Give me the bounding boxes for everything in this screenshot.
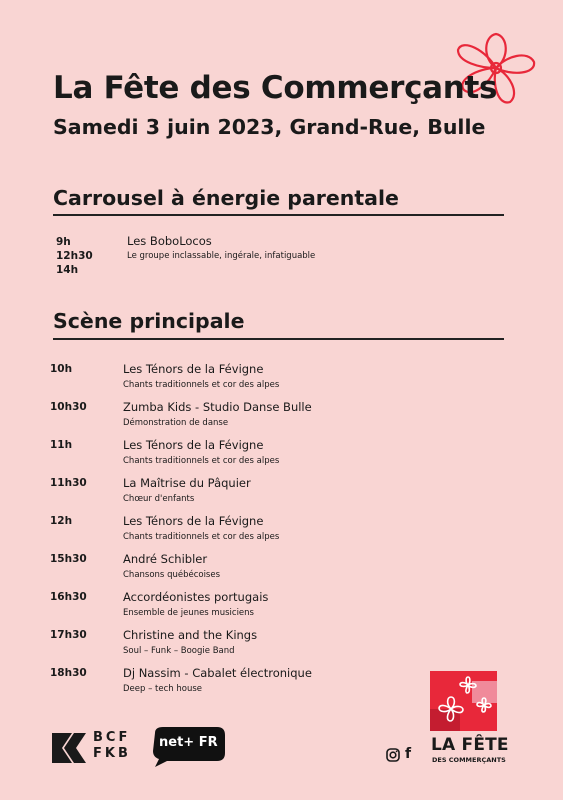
schedule-time: 11h bbox=[50, 439, 73, 451]
schedule-act: Accordéonistes portugais bbox=[123, 590, 269, 604]
schedule-desc: Chœur d'enfants bbox=[123, 494, 195, 504]
carrousel-act: Les BoboLocos bbox=[127, 234, 212, 248]
schedule-time: 11h30 bbox=[50, 477, 87, 489]
scene-heading: Scène principale bbox=[53, 309, 245, 333]
fete-logo-subtitle: DES COMMERÇANTS bbox=[432, 756, 506, 764]
fete-logo-icon bbox=[430, 671, 497, 731]
scene-divider bbox=[53, 338, 504, 340]
schedule-time: 10h30 bbox=[50, 401, 87, 413]
carrousel-time: 12h30 bbox=[56, 250, 93, 262]
schedule-desc: Deep – tech house bbox=[123, 684, 203, 694]
page-subtitle: Samedi 3 juin 2023, Grand-Rue, Bulle bbox=[53, 115, 486, 139]
schedule-act: André Schibler bbox=[123, 552, 208, 566]
schedule-desc: Chansons québécoises bbox=[123, 570, 221, 580]
carrousel-time: 14h bbox=[56, 264, 79, 276]
schedule-act: Christine and the Kings bbox=[123, 628, 258, 642]
carrousel-divider bbox=[53, 214, 504, 216]
fete-logo-title: LA FÊTE bbox=[431, 735, 509, 755]
schedule-act: Les Ténors de la Févigne bbox=[123, 514, 264, 528]
schedule-desc: Chants traditionnels et cor des alpes bbox=[123, 456, 280, 466]
carrousel-heading: Carrousel à énergie parentale bbox=[53, 186, 399, 210]
netfr-label: net+ FR bbox=[159, 735, 218, 750]
schedule-desc: Chants traditionnels et cor des alpes bbox=[123, 532, 280, 542]
schedule-act: Zumba Kids - Studio Danse Bulle bbox=[123, 400, 312, 414]
schedule-act: Les Ténors de la Févigne bbox=[123, 362, 264, 376]
netfr-logo-icon bbox=[149, 725, 229, 765]
schedule-time: 12h bbox=[50, 515, 73, 527]
schedule-desc: Ensemble de jeunes musiciens bbox=[123, 608, 254, 618]
instagram-icon[interactable] bbox=[386, 748, 400, 762]
schedule-act: Les Ténors de la Févigne bbox=[123, 438, 264, 452]
schedule-act: Dj Nassim - Cabalet électronique bbox=[123, 666, 312, 680]
schedule-time: 10h bbox=[50, 363, 73, 375]
schedule-time: 16h30 bbox=[50, 591, 87, 603]
schedule-desc: Soul – Funk – Boogie Band bbox=[123, 646, 235, 656]
bcf-label: BCF bbox=[93, 730, 131, 745]
carrousel-desc: Le groupe inclassable, ingérale, infatiguable bbox=[127, 251, 316, 261]
page-title: La Fête des Commerçants bbox=[53, 70, 498, 106]
bcf-logo-icon bbox=[52, 733, 86, 763]
facebook-icon[interactable]: f bbox=[405, 746, 412, 762]
carrousel-time: 9h bbox=[56, 236, 71, 248]
schedule-desc: Chants traditionnels et cor des alpes bbox=[123, 380, 280, 390]
fkb-label: FKB bbox=[93, 746, 131, 761]
schedule-act: La Maîtrise du Pâquier bbox=[123, 476, 251, 490]
schedule-time: 17h30 bbox=[50, 629, 87, 641]
schedule-time: 15h30 bbox=[50, 553, 87, 565]
schedule-desc: Démonstration de danse bbox=[123, 418, 229, 428]
schedule-time: 18h30 bbox=[50, 667, 87, 679]
